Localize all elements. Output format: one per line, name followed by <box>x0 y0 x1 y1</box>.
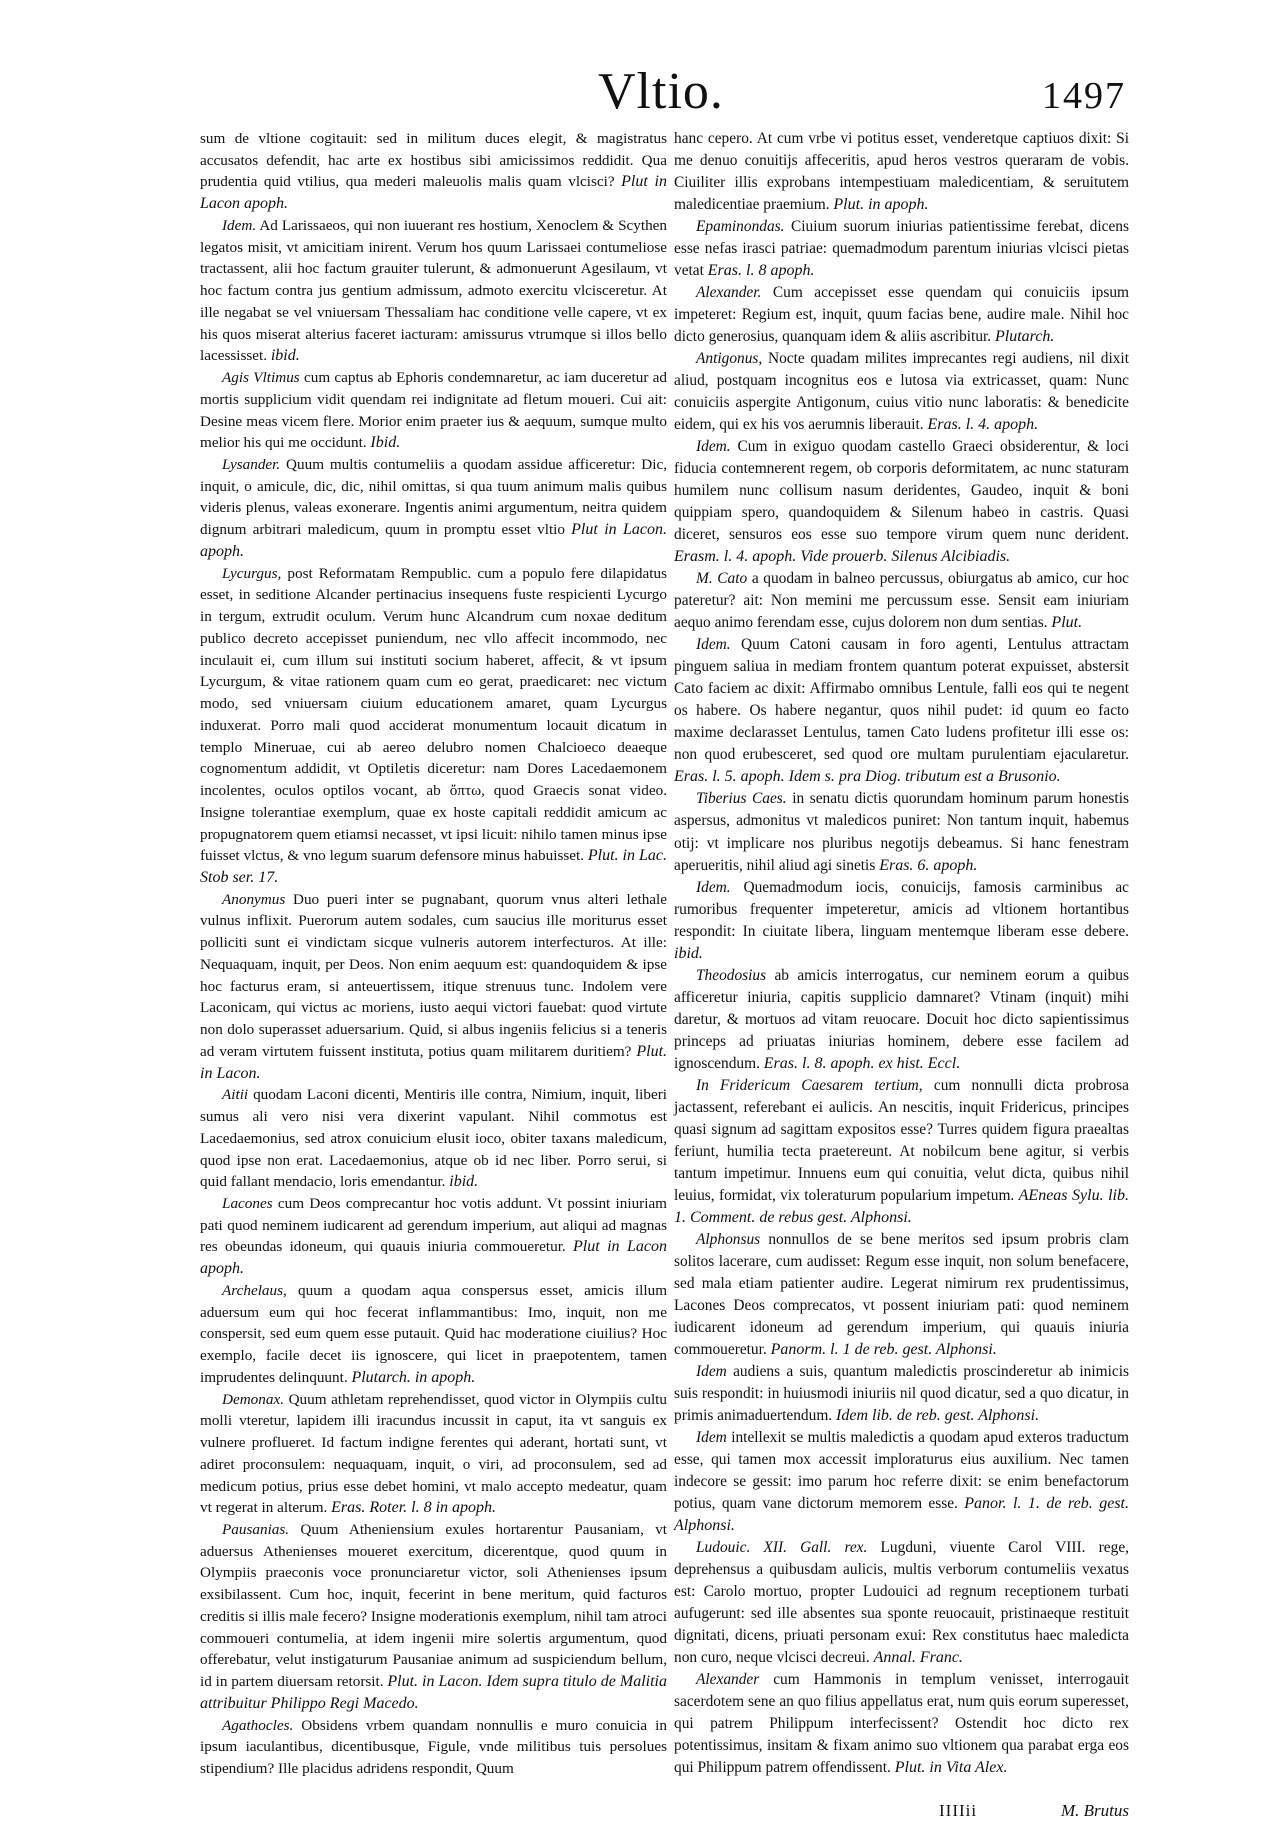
text-entry <box>674 1427 1129 1537</box>
entry-headword: Ludouic. XII. Gall. rex. <box>696 1539 868 1556</box>
entry-citation: ibid. <box>674 944 703 962</box>
entry-headword: Epaminondas. <box>696 218 785 236</box>
entry-headword: Agathocles. <box>222 1716 294 1734</box>
page-footer <box>674 1801 1129 1831</box>
text-entry <box>200 1193 667 1280</box>
text-entry <box>674 348 1129 436</box>
entry-text: intellexit se multis maledictis a quodam apud exteros traductum esse, qui tamen mox accessit imploraturus eius auxilium. Nec tamen indecore se gessit: imo parum hoc referre dixit: se enim benefactorum potius, quam vane dictorum memorem esse. <box>674 1428 1129 1512</box>
entry-text: Quum multis contumeliis a quodam assidue afficeretur: Dic, inquit, o amicule, dic, dic, nihil omittas, si qua tuum animum malis quibus videris plenus, valeas exonerare. Ingentis animi argumentum, neitra quidem dignum arbitrari maledicum, quum in promptu esset vltio <box>200 456 667 539</box>
entry-citation: ibid. <box>449 1173 479 1191</box>
text-entry <box>674 282 1129 348</box>
entry-citation: Plut in Lacon apoph. <box>200 1238 667 1278</box>
entry-headword: Alphonsus <box>696 1230 761 1248</box>
entry-text: Quemadmodum iocis, conuicijs, famosis carminibus ac rumoribus frequenter impeteretur, amicis ad vltionem hortantibus respondit: In ciuitate libera, linguam mentemque liberam esse debere. <box>674 878 1129 940</box>
entry-citation: Panor. l. 1. de reb. gest. Alphonsi. <box>674 1494 1129 1534</box>
entry-citation: Annal. Franc. <box>873 1649 963 1667</box>
entry-text: a quodam in balneo percussus, obiurgatus ab amico, cur hoc pateretur? ait: Non memini me percussum esse. Sensit eam iniuriam aequo animo ferendam esse, cujus dolorem non dum sentias. <box>674 570 1129 632</box>
entry-citation: Eras. l. 8 apoph. <box>707 262 815 280</box>
text-entry <box>674 1075 1129 1229</box>
text-entry <box>674 436 1129 568</box>
right-column <box>674 128 1129 1779</box>
entry-headword: Antigonus, <box>696 350 763 368</box>
text-entry <box>200 367 667 454</box>
text-entry <box>200 1084 667 1193</box>
entry-text: ab amicis interrogatus, cur neminem eorum a quibus afficeretur iniuria, capitis supplicio damnaret? Vtinam (inquit) mihi daretur, & mortuos ad vitam reuocare. Docuit hoc dicto sapientissimus princeps ad priuatas iniurias hominem, debere esse facilem ad ignoscendum. <box>674 966 1129 1072</box>
entry-headword: Idem. <box>696 636 731 654</box>
entry-text: post Reformatam Rempublic. cum a populo fere dilapidatus esset, in seditione Alcander pertinacius insequens fuste respicienti Lycurgo in tergum, extrudit oculum. Verum hunc Alcandrum cum noxae deditum publico decreto accepisset puniendum, nec vllo affecit incommodo, nec inculauit ei, cum illum sui instituti socium haberet, affecit, & vt ipsum Lycurgum, & vitae rationem quam cum eo gerat, praedicaret: nec victum modo, sed vniuersam ciuium educationem amaret, quam Lycurgus induxerat. Porro mali quod acciderat monumentum locauit dicatum in templo Mineruae, cui ab aereo delubro nomen Chalcioeco deaeque cognomentum addidit, vt Optiletis diceretur: nam Dores Lacedaemonem incolentes, oculos optilos vocant, ab ὄπτω, quod Graecis sonat video. Insigne tolerantiae exemplum, quae ex hoste capitali reddidit amicum ac propugnatorem quem etiamsi necasset, vt ipsi licuit: nihilo tamen minus ipse fuisset vlctus, & vno legum suarum defensore minus habuisset. <box>200 564 667 865</box>
text-entry <box>674 634 1129 788</box>
entry-text: sum de vltione cogitauit: sed in militum duces elegit, & magistratus accusatos defendit, hac arte ex hostibus sibi amicissimos reddidit. Qua prudentia quid vtilius, qua mederi maleuolis malis quam vlcisci? <box>200 130 667 191</box>
entry-text: Cum accepisset esse quendam qui conuiciis ipsum impeteret: Regium est, inquit, quum facias bene, audire male. Nihil hoc dicto generosius, quanquam idem & aliis ascribitur. <box>674 284 1129 346</box>
text-entry <box>674 788 1129 876</box>
text-entry <box>674 1537 1129 1669</box>
entry-headword: M. Cato <box>696 570 748 588</box>
entry-headword: Lycurgus, <box>222 564 282 582</box>
entry-citation: Panorm. l. 1 de reb. gest. Alphonsi. <box>770 1340 997 1358</box>
entry-headword: Theodosius <box>696 966 767 984</box>
entry-headword: Tiberius Caes. <box>696 790 787 808</box>
entry-text: Lugduni, viuente Carol VIII. rege, deprehensus a quibusdam aulicis, multis verborum contumeliis vexatus est: Carolo mortuo, propter Ludouici ad regnum receptionem turbati aufugerunt: sed ille absentes sua sponte reuocauit, pristinaeque restituit dignitati, dicens, priuati personam exui: Rex constitutus haec maledicta non curo, neque vlcisci decreui. <box>674 1539 1129 1667</box>
entry-citation: Eras. Roter. l. 8 in apoph. <box>331 1499 497 1517</box>
entry-citation: Plut. in apoph. <box>833 196 929 214</box>
entry-citation: Plut. <box>1051 614 1083 632</box>
entry-citation: Eras. l. 8. apoph. ex hist. Eccl. <box>763 1054 961 1072</box>
entry-citation: Plut. in Lac. Stob ser. 17. <box>200 847 668 886</box>
entry-citation: Plutarch. in apoph. <box>351 1368 476 1386</box>
entry-headword: Idem. <box>696 438 731 456</box>
text-entry <box>674 965 1129 1075</box>
text-entry <box>200 889 667 1085</box>
entry-citation: Eras. l. 5. apoph. Idem s. pra Diog. tributum est a Brusonio. <box>674 768 1061 786</box>
entry-headword: Lacones <box>222 1194 273 1212</box>
entry-text: Ciuium suorum iniurias patientissime ferebat, dicens esse nefas irasci patriae: quemadmodum parentum iniurias vlcisci pietas vetat <box>674 218 1129 280</box>
entry-text: nonnullos de se bene meritos sed ipsum probris clam solitos lacerare, cum audisset: Regum esse inquit, non solum benefacere, sed mala etiam patienter audire. Legerat nimirum rex prudentissimus, Lacones Deos comprecatos, vt possent iniuriam pati: quod neminem iudicarent idoneum ad gerendum imperium, qui quauis iniuria commoueretur. <box>674 1230 1129 1358</box>
entry-text: Duo pueri inter se pugnabant, quorum vnus alteri lethale vulnus inflixit. Puerorum autem sodales, cum saucius ille moriturus esset polliciti sunt ei vindictam sicque vulneris autorem interfecturos. At ille: Nequaquam, inquit, per Deos. Non enim aequum est: quandoquidem & ipse hoc facturus eram, si anteuertissem, itique strenuus tunc. Indolem vere Laconicam, qui victus ac moriens, iusto aequi victori fauebat: quod virtute non dolo superasset aduersarium. Quid, si albus ingeniis felicius si a teneris ad veram virtutem fuissent instituta, potius quam militarem duritiem? <box>200 890 668 1060</box>
entry-text: quodam Laconi dicenti, Mentiris ille contra, Nimium, inquit, liberi sumus ali vero nisi vera dixerint vapulant. Nihil commotus est Lacedaemonius, sed atrox conuicium elusit ioco, obiter taxans maledicum, quod ipse non erat. Lacedaemonius, atque ob id nec liber. Porro serui, si quid fallant mendacio, loris emendantur. <box>200 1086 667 1191</box>
text-entry <box>200 215 667 367</box>
entry-headword: Idem <box>696 1428 727 1446</box>
entry-citation: AEneas Sylu. lib. 1. Comment. de rebus gest. Alphonsi. <box>674 1186 1129 1226</box>
text-entry <box>674 1361 1129 1427</box>
entry-headword: Idem. <box>222 216 257 234</box>
entry-text: Nocte quadam milites imprecantes regi audiens, nil dixit aliud, postquam incognitus eos e lutosa via extricasset, quam: Nunc conuiciis aspergite Antigonum, cuius vitio nunc laboratis: & benedicite eidem, qui ex his vos aerumnis liberauit. <box>674 350 1129 434</box>
entry-text: Ad Larissaeos, qui non iuuerant res hostium, Xenoclem & Scythen legatos misit, vt amicitiam inirent. Verum hos quum Larissaei contumeliose tractassent, alii hoc factum grauiter tulerunt, & admonuerunt Agesilaum, vt hoc factum contra jus gentium admissum, admoto exercitu vlcisceretur. At ille negabat se vel vniuersam Thessaliam hac conditione velle capere, vt ex his quos miserat alterius faceret iacturam: amissurus vtrumque si illos bello lacessisset. <box>200 216 668 365</box>
entry-citation: Plutarch. <box>995 328 1055 346</box>
entry-headword: Lysander. <box>222 456 281 474</box>
text-entry <box>674 1669 1129 1779</box>
entry-text: audiens a suis, quantum maledictis proscinderetur ab inimicis suis respondit: in huiusmodi iniuriis nil quod dicatur, sed a quo dicatur, in primis animaduertendum. <box>674 1362 1129 1424</box>
entry-citation: Plut in Lacon. apoph. <box>200 521 667 560</box>
entry-text: hanc cepero. At cum vrbe vi potitus esset, venderetque captiuos dixit: Si me denuo conuitijs affeceritis, apud heros vestros queraram de vobis. Ciuiliter illis exprobans intempestiuam maledicentiam, & seruitutem maledicentiae praemium. <box>674 130 1129 214</box>
text-entry <box>674 568 1129 634</box>
running-head <box>0 62 1276 122</box>
text-entry <box>674 216 1129 282</box>
entry-headword: Idem. <box>696 878 731 896</box>
entry-text: Quum Atheniensium exules hortarentur Pausaniam, vt aduersus Athenienses moueret exercitum, dicerentque, quod quum in Olympiis praeconis voce pronunciaretur victor, soli Athenienses ipsum exsibilassent. Cum hoc, inquit, fecerint in bene meritum, quid facturos creditis si illis male fecero? Insigne moderationis exemplum, nihil tam atroci commoueri contumelia, at idem ingenii mire solertis argumentum, quod offerebatur, velut instigaturum Pausaniae animum ad suspiciendum bellum, id in partem diuersam retorsit. <box>200 1521 668 1691</box>
page-number: 1497 <box>1042 75 1126 117</box>
signature-mark: IIIIii <box>939 1801 978 1820</box>
entry-citation: Plut. in Vita Alex. <box>894 1759 1008 1777</box>
text-entry <box>200 454 667 563</box>
entry-citation: Plut in Lacon apoph. <box>200 173 668 213</box>
entry-text: cum Deos comprecantur hoc votis addunt. Vt possint iniuriam pati quod neminem iudicarent ad gerendum imperium, aut aliqui ad magnas res obeundas idoneum, qui quauis iniuria commoueretur. <box>200 1194 667 1256</box>
entry-citation: Erasm. l. 4. apoph. Vide prouerb. Silenus Alcibiadis. <box>674 548 1011 566</box>
entry-text: Quum Catoni causam in foro agenti, Lentulus attractam pinguem saliua in mediam frontem quantum poterat expuisset, abstersit Cato faciem ac dixit: Affirmabo omnibus Lentule, falli eos qui te negent os habere. Os habere negantur, quos nihil pudet: id quum eo facto maxime declarasset Lentulus, tamen Cato ludens profitetur illi esse os: non quod erubesceret, sed quod ore multam purulentiam ejacularetur. <box>674 636 1129 764</box>
text-entry <box>200 1280 667 1389</box>
text-entry <box>200 563 667 889</box>
text-entry <box>674 1229 1129 1361</box>
text-entry <box>200 1519 667 1715</box>
entry-citation: ibid. <box>270 347 300 365</box>
entry-text: Cum in exiguo quodam castello Graeci obsiderentur, & loci fiducia contemnerent regem, ob corporis deformitatem, ac nunc staturam humilem nunc collisum nasum deridentes, Gaudeo, inquit & boni quippiam spero, quandoquidem & Silenum habeo in castris. Quasi diceret, sensuros eos esse suo tempore virum quem nunc derident. <box>674 438 1129 544</box>
entry-citation: Eras. 6. apoph. <box>879 856 978 874</box>
entry-headword: Anonymus <box>222 890 286 908</box>
entry-text: quum a quodam aqua conspersus esset, amicis illum aduersum eum qui hoc fecerat inflammantibus: Imo, inquit, non me conspersit, sed eum quem esse putauit. Quid hac moderatione ciuilius? Hoc exemplo, facile decet iis ignoscere, qui licet in praepotentem, tamen imprudentes delinquunt. <box>200 1281 668 1386</box>
entry-text: cum Hammonis in templum venisset, interrogauit sacerdotem sene an quo filius appellatus erat, num quis eorum superesset, qui patrem Philippum interfecissent? Ostendit hoc dicto rex potentissimus, insitam & fixam animo suo vltionem qua parabat erga eos qui Philippum patrem offendissent. <box>674 1671 1129 1777</box>
entry-headword: Demonax. <box>222 1390 284 1408</box>
page-heading: Vltio. <box>598 63 724 120</box>
entry-text: in senatu dictis quorundam hominum parum honestis aspersus, admonitus vt maledicos puniret: Non tantum inquit, habemus otij: vt implicare nos pluribus negotijs debeamus. Si hanc fenestram aperueritis, nihil aliud agi sinetis <box>674 790 1129 874</box>
entry-headword: Alexander. <box>696 284 762 302</box>
entry-headword: In Fridericum Caesarem tertium, <box>696 1076 923 1094</box>
entry-text: cum captus ab Ephoris condemnaretur, ac iam duceretur ad mortis supplicium vidit quendam rei indignitate ad fletum moueri. Cui ait: Desine meas vicem flere. Morior enim praeter ius & aequum, sumque multo melior his qui me occidunt. <box>200 369 668 452</box>
entry-headword: Aitii <box>222 1086 249 1104</box>
text-entry <box>200 128 667 215</box>
text-entry <box>200 1715 667 1780</box>
entry-citation: Ibid. <box>370 434 401 452</box>
entry-headword: Alexander <box>696 1671 760 1689</box>
catchword: M. Brutus <box>1061 1801 1129 1820</box>
entry-headword: Agis Vltimus <box>222 369 300 387</box>
text-entry <box>674 877 1129 965</box>
left-column <box>200 128 667 1780</box>
entry-citation: Plut. in Lacon. <box>200 1042 668 1082</box>
entry-headword: Idem <box>696 1362 727 1380</box>
text-entry <box>674 128 1129 216</box>
entry-text: cum nonnulli dicta probrosa jactassent, referebant ei aulicis. An nescitis, inquit Fridericus, principes quasi signum ad sagittam expositos esse? Turres quidem figura praealtas feriunt, humilia tecta praetereunt. At nobilcum bene agitur, si verbis tantum impetimur. Innuens eum qui conuitia, velut dicta, quibus nihil leuius, formidat, vix toleraturum popularium impetum. <box>674 1076 1129 1204</box>
entry-text: Obsidens vrbem quandam nonnullis e muro conuicia in ipsum iaculantibus, dicentibusque, Figule, vnde militibus tuis persolues stipendium? Ille placidus adridens respondit, Quum <box>200 1716 667 1778</box>
entry-citation: Plut. in Lacon. Idem supra titulo de Malitia attribuitur Philippo Regi Macedo. <box>200 1673 667 1712</box>
entry-headword: Archelaus, <box>222 1281 287 1299</box>
entry-headword: Pausanias. <box>222 1521 290 1538</box>
entry-citation: Eras. l. 4. apoph. <box>927 416 1039 434</box>
entry-text: Quum athletam reprehendisset, quod victor in Olympiis cultu molli vteretur, lapidem illi iracundus incussit in caput, ita vt sanguis ex vulnere proflueret. Id factum indigne ferentes qui aderant, hortati sunt, vt adiret proconsulem: nequaquam, inquit, o viri, ad proconsulem, sed ad medicum potius, prius esse debet homini, vt malo accepto medeatur, quam vt regerat in alterum. <box>200 1390 667 1517</box>
text-entry <box>200 1389 667 1519</box>
entry-citation: Idem lib. de reb. gest. Alphonsi. <box>836 1406 1040 1424</box>
